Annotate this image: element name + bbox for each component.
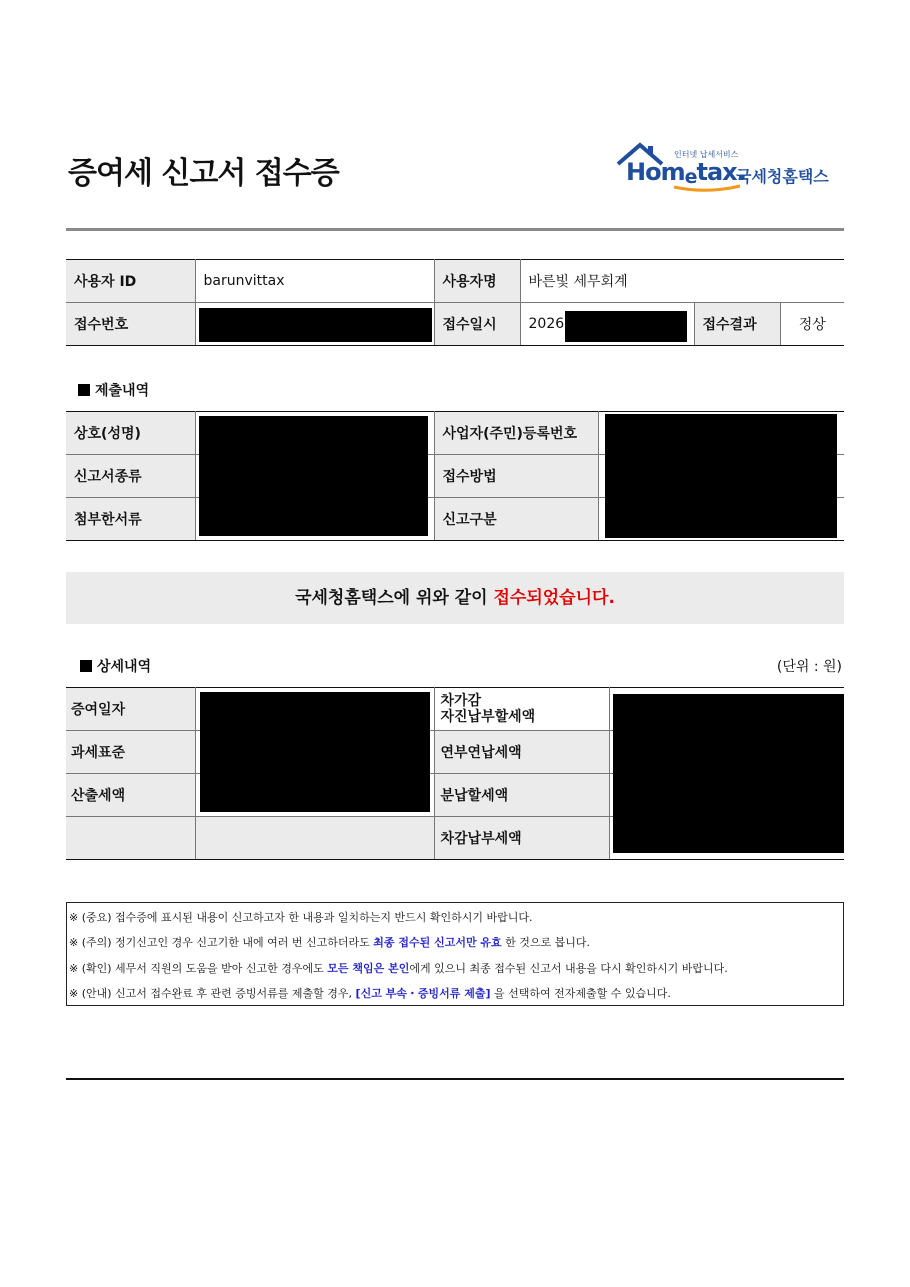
tax-base-label: 과세표준	[66, 731, 195, 774]
receipt-date-label: 접수일시	[434, 303, 520, 346]
deferred-label: 연부연납세액	[434, 731, 609, 774]
result-value: 정상	[780, 303, 844, 346]
redaction-receipt-date	[565, 311, 687, 342]
receipt-date-value: 2026	[520, 303, 694, 346]
redaction-detail-right	[613, 694, 844, 853]
title-divider	[66, 228, 844, 231]
method-label: 접수방법	[434, 455, 598, 498]
user-id-label: 사용자 ID	[66, 260, 195, 303]
reg-no-label: 사업자(주민)등록번호	[434, 412, 598, 455]
user-name-label: 사용자명	[434, 260, 520, 303]
detail-section-title: 상세내역	[80, 656, 151, 676]
form-type-label: 신고서종류	[66, 455, 195, 498]
trade-name-label: 상호(성명)	[66, 412, 195, 455]
logo-brand: Hometax.	[626, 158, 745, 188]
receipt-no-label: 접수번호	[66, 303, 195, 346]
installment-label: 분납할세액	[434, 774, 609, 817]
note-important: ※ (중요) 접수증에 표시된 내용이 신고하고자 한 내용과 일치하는지 반드시 확인하시기 바랍니다.	[69, 911, 533, 924]
square-bullet-icon	[80, 660, 92, 672]
result-label: 접수결과	[694, 303, 780, 346]
note-confirm: ※ (확인) 세무서 직원의 도움을 받아 신고한 경우에도 모든 책임은 본인에게 있으니 최종 접수된 신고서 내용을 다시 확인하시기 바랍니다.	[69, 962, 728, 975]
square-bullet-icon	[78, 384, 90, 396]
receipt-header-table	[66, 259, 844, 346]
note-caution: ※ (주의) 정기신고인 경우 신고기한 내에 여러 번 신고하더라도 최종 접수된 신고서만 유효 한 것으로 봅니다.	[69, 936, 591, 949]
category-label: 신고구분	[434, 498, 598, 541]
receipt-complete-banner: 국세청홈택스에 위와 같이 접수되었습니다.	[66, 572, 844, 624]
page-title: 증여세 신고서 접수증	[68, 156, 339, 191]
redaction-detail-left	[200, 692, 430, 812]
redaction-submission-left	[199, 416, 428, 536]
user-id-value: barunvittax	[195, 260, 434, 303]
calc-tax-label: 산출세액	[66, 774, 195, 817]
redaction-receipt-no	[199, 308, 432, 342]
bottom-divider	[66, 1078, 844, 1080]
redaction-submission-right	[605, 414, 837, 538]
self-payable-label: 차가감 자진납부할세액	[434, 688, 609, 731]
user-name-value: 바른빛 세무회계	[520, 260, 844, 303]
hometax-logo	[616, 142, 831, 198]
gift-date-label: 증여일자	[66, 688, 195, 731]
attachments-label: 첨부한서류	[66, 498, 195, 541]
logo-korean: 국세청홈택스	[736, 167, 829, 186]
logo-tagline: 인터넷 납세서비스	[674, 150, 739, 159]
net-payable-label: 차감납부세액	[434, 817, 609, 860]
empty-label	[66, 817, 195, 860]
table-row	[66, 260, 844, 303]
submission-section-title: 제출내역	[78, 380, 149, 400]
unit-label: (단위 : 원)	[776, 659, 842, 675]
empty-value	[195, 817, 434, 860]
notes-box	[66, 902, 844, 1006]
note-guide: ※ (안내) 신고서 접수완료 후 관련 증빙서류를 제출할 경우, [신고 부속・증빙서류 제출] 을 선택하여 전자제출할 수 있습니다.	[69, 987, 671, 1000]
logo-swoosh-icon	[672, 184, 742, 194]
table-row	[66, 303, 844, 346]
